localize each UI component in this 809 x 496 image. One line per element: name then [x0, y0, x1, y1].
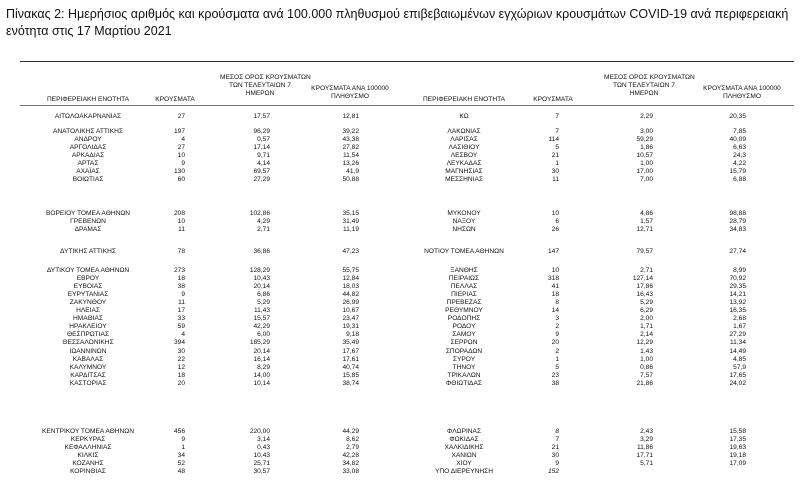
region-name-left: ΕΒΡΟΥ [76, 275, 100, 283]
region-name-left: ΑΝΔΡΟΥ [74, 136, 102, 144]
region-name-left: ΚΑΡΔΙΤΣΑΣ [70, 371, 106, 379]
region-name-left: ΖΑΚΥΝΘΟΥ [69, 299, 107, 307]
mean-7day-value-right: 79,57 [636, 248, 653, 255]
region-name-left: ΘΕΣΣΑΛΟΝΙΚΗΣ [62, 339, 114, 347]
header-cases-left: ΚΡΟΥΣΜΑΤΑ [155, 96, 195, 103]
mean-7day-value-left: 17,57 [253, 113, 270, 120]
region-name-right: ΡΟΔΟΠΗΣ [447, 315, 481, 323]
rate-per-100k-value-right: 20,35 [729, 113, 746, 120]
mean-7day-value-left: 220,00 [249, 428, 270, 435]
region-name-left: ΒΟΡΕΙΟΥ ΤΟΜΕΑ ΑΘΗΝΩΝ [45, 210, 131, 217]
cases-value-left: 12 [177, 363, 185, 371]
rate-per-100k-value-left: 11,54 [342, 152, 359, 160]
rate-per-100k-value-right: 98,88 [729, 210, 746, 217]
cases-value-left: 17 [177, 307, 185, 315]
mean-7day-value-right: 2,14 [640, 331, 653, 339]
mean-7day-value-left: 11,43 [253, 307, 270, 315]
rate-per-100k-value-right: 14,49 [729, 347, 746, 355]
rate-per-100k-value-left: 39,22 [342, 128, 359, 135]
cases-value-right: 2 [555, 347, 559, 355]
header-mean-right-3: ΗΜΕΡΩΝ [629, 90, 659, 97]
region-name-left: ΗΛΕΙΑΣ [76, 307, 100, 315]
region-name-left: ΑΡΓΟΛΙΔΑΣ [69, 144, 107, 152]
rate-per-100k-value-right: 27,29 [729, 331, 746, 339]
header-mean-left-1: ΜΕΣΟΣ ΟΡΟΣ ΚΡΟΥΣΜΑΤΩΝ [220, 74, 311, 81]
region-name-right: ΛΕΣΒΟΥ [450, 152, 478, 160]
mean-7day-value-right: 17,71 [636, 452, 653, 460]
mean-7day-value-right: 12,29 [636, 339, 653, 347]
cases-value-left: 1 [181, 444, 185, 452]
rate-per-100k-value-right: 24,02 [729, 379, 746, 387]
cases-value-left: 59 [177, 323, 185, 331]
mean-7day-value-right: 5,29 [640, 299, 653, 307]
rate-per-100k-value-left: 9,18 [346, 331, 359, 339]
rate-per-100k-value-right: 27,74 [729, 248, 746, 255]
region-name-left: ΓΡΕΒΕΝΩΝ [70, 218, 106, 226]
rate-per-100k-value-left: 35,49 [342, 339, 359, 347]
region-name-left: ΚΑΛΥΜΝΟΥ [69, 363, 107, 371]
mean-7day-value-left: 9,71 [257, 152, 270, 160]
mean-7day-value-left: 185,29 [249, 339, 270, 347]
cases-value-left: 34 [177, 452, 185, 460]
cases-value-right: 1 [555, 355, 559, 363]
region-name-right: ΛΑΚΩΝΙΑΣ [447, 128, 481, 135]
cases-value-right: 23 [551, 371, 559, 379]
rate-per-100k-value-right: 17,35 [729, 436, 746, 444]
cases-value-left: 33 [177, 315, 185, 323]
mean-7day-value-left: 15,57 [253, 315, 270, 323]
header-cases-right: ΚΡΟΥΣΜΑΤΑ [533, 96, 573, 103]
rate-per-100k-value-left: 17,67 [342, 347, 359, 355]
region-name-left: ΑΙΤΩΛΟΑΚΑΡΝΑΝΙΑΣ [54, 113, 122, 120]
cases-value-right: 9 [555, 331, 559, 339]
mean-7day-value-right: 59,29 [636, 136, 653, 144]
mean-7day-value-right: 3,29 [640, 436, 653, 444]
rate-per-100k-value-left: 27,82 [342, 144, 359, 152]
rate-per-100k-value-left: 35,15 [342, 210, 359, 217]
region-name-right: ΜΕΣΣΗΝΙΑΣ [445, 176, 483, 184]
region-name-right: ΧΑΛΚΙΔΙΚΗΣ [444, 444, 484, 452]
region-name-left: ΒΟΙΩΤΙΑΣ [72, 176, 104, 184]
region-name-left: ΑΡΚΑΔΙΑΣ [71, 152, 105, 160]
table-top-rule [20, 61, 794, 62]
region-name-right: ΡΟΔΟΥ [452, 323, 476, 331]
mean-7day-value-left: 69,57 [253, 168, 270, 176]
rate-per-100k-value-left: 8,62 [346, 436, 359, 444]
rate-per-100k-value-right: 1,67 [733, 323, 746, 331]
region-name-left: ΚΙΛΚΙΣ [77, 452, 99, 460]
header-mean-left-3: ΗΜΕΡΩΝ [245, 90, 275, 97]
rate-per-100k-value-left: 38,74 [342, 379, 359, 387]
cases-value-right: 18 [551, 291, 559, 299]
mean-7day-value-left: 20,14 [253, 347, 270, 355]
mean-7day-value-right: 6,29 [640, 307, 653, 315]
cases-value-left: 394 [173, 339, 185, 347]
region-name-right: ΜΥΚΟΝΟΥ [447, 210, 481, 217]
cases-value-left: 18 [177, 275, 185, 283]
mean-7day-value-right: 1,71 [640, 323, 653, 331]
mean-7day-value-right: 11,86 [636, 444, 653, 452]
rate-per-100k-value-right: 57,9 [733, 363, 746, 371]
mean-7day-value-left: 4,14 [257, 160, 270, 168]
region-name-right: ΜΑΓΝΗΣΙΑΣ [445, 168, 483, 176]
mean-7day-value-right: 17,00 [636, 168, 653, 176]
rate-per-100k-value-left: 10,67 [342, 307, 359, 315]
cases-value-right: 2 [555, 323, 559, 331]
cases-value-right: 7 [555, 436, 559, 444]
rate-per-100k-value-right: 4,22 [733, 160, 746, 168]
cases-value-left: 9 [181, 160, 185, 168]
rate-per-100k-value-right: 11,34 [729, 339, 746, 347]
cases-value-left: 273 [173, 267, 185, 274]
rate-per-100k-value-right: 6,63 [733, 144, 746, 152]
mean-7day-value-left: 0,57 [257, 136, 270, 144]
cases-value-right: 9 [555, 460, 559, 468]
rate-per-100k-value-right: 70,92 [729, 275, 746, 283]
cases-value-left: 22 [177, 355, 185, 363]
cases-value-right: 5 [555, 144, 559, 152]
rate-per-100k-value-left: 41,9 [346, 168, 359, 176]
region-name-left: ΕΥΒΟΙΑΣ [73, 283, 103, 291]
mean-7day-value-right: 12,71 [636, 226, 653, 234]
cases-value-left: 38 [177, 283, 185, 291]
cases-value-right: 5 [555, 363, 559, 371]
cases-value-left: 197 [173, 128, 185, 135]
mean-7day-value-right: 2,00 [640, 315, 653, 323]
region-name-right: ΛΑΡΙΣΑΣ [450, 136, 478, 144]
rate-per-100k-value-left: 12,84 [342, 275, 359, 283]
cases-value-left: 456 [173, 428, 185, 435]
cases-value-left: 11 [178, 226, 185, 234]
rate-per-100k-value-left: 18,03 [342, 283, 359, 291]
mean-7day-value-left: 36,86 [253, 248, 270, 255]
rate-per-100k-value-left: 11,19 [342, 226, 359, 234]
header-bottom-rule [20, 105, 794, 106]
rate-per-100k-value-left: 42,28 [342, 452, 359, 460]
rate-per-100k-value-right: 2,68 [733, 315, 746, 323]
mean-7day-value-right: 10,57 [636, 152, 653, 160]
mean-7day-value-left: 8,29 [257, 363, 270, 371]
cases-value-right: 8 [555, 299, 559, 307]
cases-value-left: 130 [173, 168, 185, 176]
header-region-right: ΠΕΡΙΦΕΡΕΙΑΚΗ ΕΝΟΤΗΤΑ [422, 96, 506, 103]
mean-7day-value-left: 27,29 [253, 176, 270, 184]
rate-per-100k-value-left: 31,49 [342, 218, 359, 226]
cases-value-left: 4 [181, 331, 185, 339]
header-rate-left-2: ΠΛΗΘΥΣΜΟ [331, 93, 369, 100]
region-name-left: ΔΡΑΜΑΣ [74, 226, 102, 234]
rate-per-100k-value-left: 26,99 [342, 299, 359, 307]
mean-7day-value-left: 10,43 [253, 275, 270, 283]
mean-7day-value-left: 2,71 [257, 226, 270, 234]
region-name-left: ΚΟΖΑΝΗΣ [72, 460, 104, 468]
mean-7day-value-right: 21,86 [636, 379, 653, 387]
header-mean-right-2: ΤΩΝ ΤΕΛΕΥΤΑΙΩΝ 7 [613, 82, 675, 89]
rate-per-100k-value-right: 28,79 [729, 218, 746, 226]
cases-value-right: 152 [547, 468, 559, 476]
region-name-left: ΘΕΣΠΡΩΤΙΑΣ [66, 331, 110, 339]
mean-7day-value-left: 128,29 [249, 267, 270, 274]
rate-per-100k-value-right: 34,83 [729, 226, 746, 234]
rate-per-100k-value-left: 19,31 [342, 323, 359, 331]
cases-value-left: 9 [181, 436, 185, 444]
region-name-left: ΚΕΦΑΛΛΗΝΙΑΣ [64, 444, 112, 452]
cases-value-left: 48 [177, 468, 185, 476]
region-name-left: ΚΕΝΤΡΙΚΟΥ ΤΟΜΕΑ ΑΘΗΝΩΝ [42, 428, 134, 435]
mean-7day-value-left: 14,00 [253, 371, 270, 379]
region-name-right: ΦΩΚΙΔΑΣ [449, 436, 479, 444]
cases-value-left: 52 [177, 460, 185, 468]
region-name-right: ΝΑΞΟΥ [452, 218, 476, 226]
mean-7day-value-left: 5,29 [257, 299, 270, 307]
mean-7day-value-right: 0,86 [640, 363, 653, 371]
rate-per-100k-value-left: 50,88 [342, 176, 359, 184]
cases-value-right: 8 [555, 428, 559, 435]
region-name-left: ΔΥΤΙΚΟΥ ΤΟΜΕΑ ΑΘΗΝΩΝ [46, 267, 130, 274]
region-name-right: ΦΘΙΩΤΙΔΑΣ [446, 379, 482, 387]
rate-per-100k-value-left: 40,74 [342, 363, 359, 371]
rate-per-100k-value-right: 13,92 [729, 299, 746, 307]
cases-value-right: 114 [548, 136, 559, 144]
cases-value-right: 30 [551, 452, 559, 460]
region-name-right: ΡΕΘΥΜΝΟΥ [445, 307, 483, 315]
region-name-right: ΧΑΝΙΩΝ [451, 452, 477, 460]
mean-7day-value-left: 25,71 [253, 460, 270, 468]
mean-7day-value-left: 96,29 [253, 128, 270, 135]
rate-per-100k-value-right: 14,21 [729, 291, 746, 299]
rate-per-100k-value-left: 47,23 [342, 248, 359, 255]
rate-per-100k-value-left: 43,38 [342, 136, 359, 144]
region-name-left: ΑΡΤΑΣ [77, 160, 99, 168]
rate-per-100k-value-right: 40,09 [729, 136, 746, 144]
region-name-right: ΛΑΣΙΘΙΟΥ [448, 144, 480, 152]
mean-7day-value-left: 30,57 [253, 468, 270, 476]
region-name-right: ΛΕΥΚΑΔΑΣ [446, 160, 482, 168]
mean-7day-value-right: 7,57 [640, 371, 653, 379]
rate-per-100k-value-left: 12,81 [342, 113, 359, 120]
region-name-right: ΝΗΣΩΝ [452, 226, 476, 234]
rate-per-100k-value-right: 8,99 [733, 267, 746, 274]
region-name-right: ΞΑΝΘΗΣ [450, 267, 478, 274]
region-name-left: ΚΑΣΤΟΡΙΑΣ [69, 379, 107, 387]
rate-per-100k-value-right: 7,85 [733, 128, 746, 135]
mean-7day-value-right: 5,71 [640, 460, 653, 468]
region-name-left: ΗΡΑΚΛΕΙΟΥ [69, 323, 107, 331]
region-name-left: ΑΧΑΪΑΣ [76, 168, 100, 176]
table-title: Πίνακας 2: Ημερήσιος αριθμός και κρούσματα ανά 100.000 πληθυσμού επιβεβαιωμένων εγχώριων κρουσμάτων COVID-19 ανά περιφερειακή ενότητα στις 17 Μαρτίου 2021 [6, 7, 789, 38]
region-name-right: ΥΠΟ ΔΙΕΡΕΥΝΗΣΗ [435, 468, 493, 476]
cases-value-right: 14 [551, 307, 559, 315]
mean-7day-value-right: 7,00 [640, 176, 653, 184]
header-rate-left-1: ΚΡΟΥΣΜΑΤΑ ΑΝΑ 100000 [311, 85, 389, 92]
mean-7day-value-right: 1,00 [640, 355, 653, 363]
region-name-right: ΝΟΤΙΟΥ ΤΟΜΕΑ ΑΘΗΝΩΝ [424, 248, 504, 255]
header-region-left: ΠΕΡΙΦΕΡΕΙΑΚΗ ΕΝΟΤΗΤΑ [46, 96, 130, 103]
region-name-right: ΦΛΩΡΙΝΑΣ [446, 428, 482, 435]
mean-7day-value-right: 3,00 [640, 128, 653, 135]
mean-7day-value-left: 16,14 [253, 355, 270, 363]
region-name-left: ΚΑΒΑΛΑΣ [72, 355, 104, 363]
cases-value-left: 27 [177, 144, 185, 152]
cases-value-left: 10 [177, 152, 185, 160]
cases-value-left: 18 [177, 371, 185, 379]
mean-7day-value-left: 4,29 [257, 218, 270, 226]
rate-per-100k-value-right: 17,65 [729, 371, 746, 379]
region-name-right: ΣΥΡΟΥ [452, 355, 476, 363]
region-name-right: ΧΙΟΥ [456, 460, 472, 468]
mean-7day-value-left: 6,00 [257, 331, 270, 339]
region-name-left: ΗΜΑΘΙΑΣ [73, 315, 103, 323]
region-name-left: ΙΩΑΝΝΙΝΩΝ [69, 347, 107, 355]
rate-per-100k-value-right: 17,09 [729, 460, 746, 468]
cases-value-right: 6 [555, 218, 559, 226]
rate-per-100k-value-left: 15,85 [342, 371, 359, 379]
cases-value-right: 7 [555, 128, 559, 135]
mean-7day-value-right: 1,86 [640, 144, 653, 152]
mean-7day-value-right: 16,43 [636, 291, 653, 299]
region-name-right: ΣΠΟΡΑΔΩΝ [445, 347, 483, 355]
mean-7day-value-left: 20,14 [253, 283, 270, 291]
mean-7day-value-right: 1,57 [640, 218, 653, 226]
cases-value-left: 208 [173, 210, 185, 217]
rate-per-100k-value-right: 29,35 [729, 283, 746, 291]
cases-value-left: 60 [177, 176, 185, 184]
cases-value-right: 10 [551, 267, 559, 274]
cases-value-right: 7 [555, 113, 559, 120]
mean-7day-value-left: 102,86 [249, 210, 270, 217]
region-name-right: ΠΕΙΡΑΙΩΣ [448, 275, 480, 283]
header-mean-left-2: ΤΩΝ ΤΕΛΕΥΤΑΙΩΝ 7 [229, 82, 291, 89]
mean-7day-value-right: 4,86 [640, 210, 653, 217]
cases-value-right: 10 [551, 210, 559, 217]
cases-value-left: 9 [181, 291, 185, 299]
mean-7day-value-left: 10,43 [253, 452, 270, 460]
cases-value-right: 20 [551, 339, 559, 347]
rate-per-100k-value-right: 19,18 [729, 452, 746, 460]
region-name-right: ΠΡΕΒΕΖΑΣ [446, 299, 482, 307]
mean-7day-value-left: 6,86 [257, 291, 270, 299]
header-rate-right-2: ΠΛΗΘΥΣΜΟ [723, 93, 761, 100]
region-name-right: ΤΗΝΟΥ [452, 363, 476, 371]
region-name-right: ΠΕΛΛΑΣ [450, 283, 478, 291]
mean-7day-value-right: 2,43 [640, 428, 653, 435]
region-name-right: ΣΕΡΡΩΝ [450, 339, 478, 347]
cases-value-right: 11 [552, 176, 559, 184]
cases-value-right: 30 [551, 168, 559, 176]
cases-value-right: 1 [555, 160, 559, 168]
mean-7day-value-right: 2,29 [640, 113, 653, 120]
mean-7day-value-right: 1,00 [640, 160, 653, 168]
rate-per-100k-value-left: 13,26 [342, 160, 359, 168]
rate-per-100k-value-right: 15,58 [729, 428, 746, 435]
region-name-left: ΕΥΡΥΤΑΝΙΑΣ [67, 291, 109, 299]
header-rate-right-1: ΚΡΟΥΣΜΑΤΑ ΑΝΑ 100000 [703, 85, 781, 92]
mean-7day-value-right: 2,71 [640, 267, 653, 274]
cases-value-left: 11 [178, 299, 185, 307]
cases-value-left: 27 [177, 113, 185, 120]
rate-per-100k-value-left: 44,82 [342, 291, 359, 299]
region-name-right: ΤΡΙΚΑΛΩΝ [447, 371, 481, 379]
rate-per-100k-value-left: 33,08 [342, 468, 359, 476]
region-name-left: ΑΝΑΤΟΛΙΚΗΣ ΑΤΤΙΚΗΣ [53, 128, 123, 135]
rate-per-100k-value-left: 17,61 [342, 355, 359, 363]
mean-7day-value-right: 1,43 [640, 347, 653, 355]
cases-value-left: 30 [177, 347, 185, 355]
cases-value-left: 78 [177, 248, 185, 255]
mean-7day-value-left: 17,14 [253, 144, 270, 152]
cases-value-right: 26 [551, 226, 559, 234]
rate-per-100k-value-right: 19,63 [729, 444, 746, 452]
rate-per-100k-value-left: 55,75 [342, 267, 359, 274]
rate-per-100k-value-left: 34,82 [342, 460, 359, 468]
mean-7day-value-right: 127,14 [632, 275, 653, 283]
rate-per-100k-value-right: 16,35 [729, 307, 746, 315]
cases-value-left: 20 [177, 379, 185, 387]
rate-per-100k-value-right: 15,79 [729, 168, 746, 176]
region-name-left: ΔΥΤΙΚΗΣ ΑΤΤΙΚΗΣ [60, 248, 116, 255]
cases-value-right: 3 [555, 315, 559, 323]
rate-per-100k-value-left: 44,29 [342, 428, 359, 435]
region-name-right: ΣΑΜΟΥ [452, 331, 476, 339]
header-mean-right-1: ΜΕΣΟΣ ΟΡΟΣ ΚΡΟΥΣΜΑΤΩΝ [604, 74, 695, 81]
mean-7day-value-left: 42,29 [253, 323, 270, 331]
mean-7day-value-left: 10,14 [253, 379, 270, 387]
cases-value-left: 10 [177, 218, 185, 226]
rate-per-100k-value-right: 4,85 [733, 355, 746, 363]
region-name-left: ΚΕΡΚΥΡΑΣ [70, 436, 106, 444]
region-name-left: ΚΟΡΙΝΘΙΑΣ [70, 468, 106, 476]
rate-per-100k-value-left: 23,47 [342, 315, 359, 323]
rate-per-100k-value-right: 6,88 [733, 176, 746, 184]
cases-value-right: 41 [551, 283, 559, 291]
cases-value-right: 147 [547, 248, 559, 255]
cases-value-left: 4 [181, 136, 185, 144]
rate-per-100k-value-right: 24,3 [733, 152, 746, 160]
mean-7day-value-right: 17,86 [636, 283, 653, 291]
rate-per-100k-value-left: 2,79 [346, 444, 359, 452]
cases-value-right: 21 [551, 152, 559, 160]
mean-7day-value-left: 3,14 [257, 436, 270, 444]
cases-value-right: 38 [551, 379, 559, 387]
cases-value-right: 21 [551, 444, 559, 452]
cases-value-right: 318 [547, 275, 559, 283]
mean-7day-value-left: 0,43 [257, 444, 270, 452]
region-name-right: ΚΩ [459, 113, 469, 120]
region-name-right: ΠΙΕΡΙΑΣ [451, 291, 477, 299]
